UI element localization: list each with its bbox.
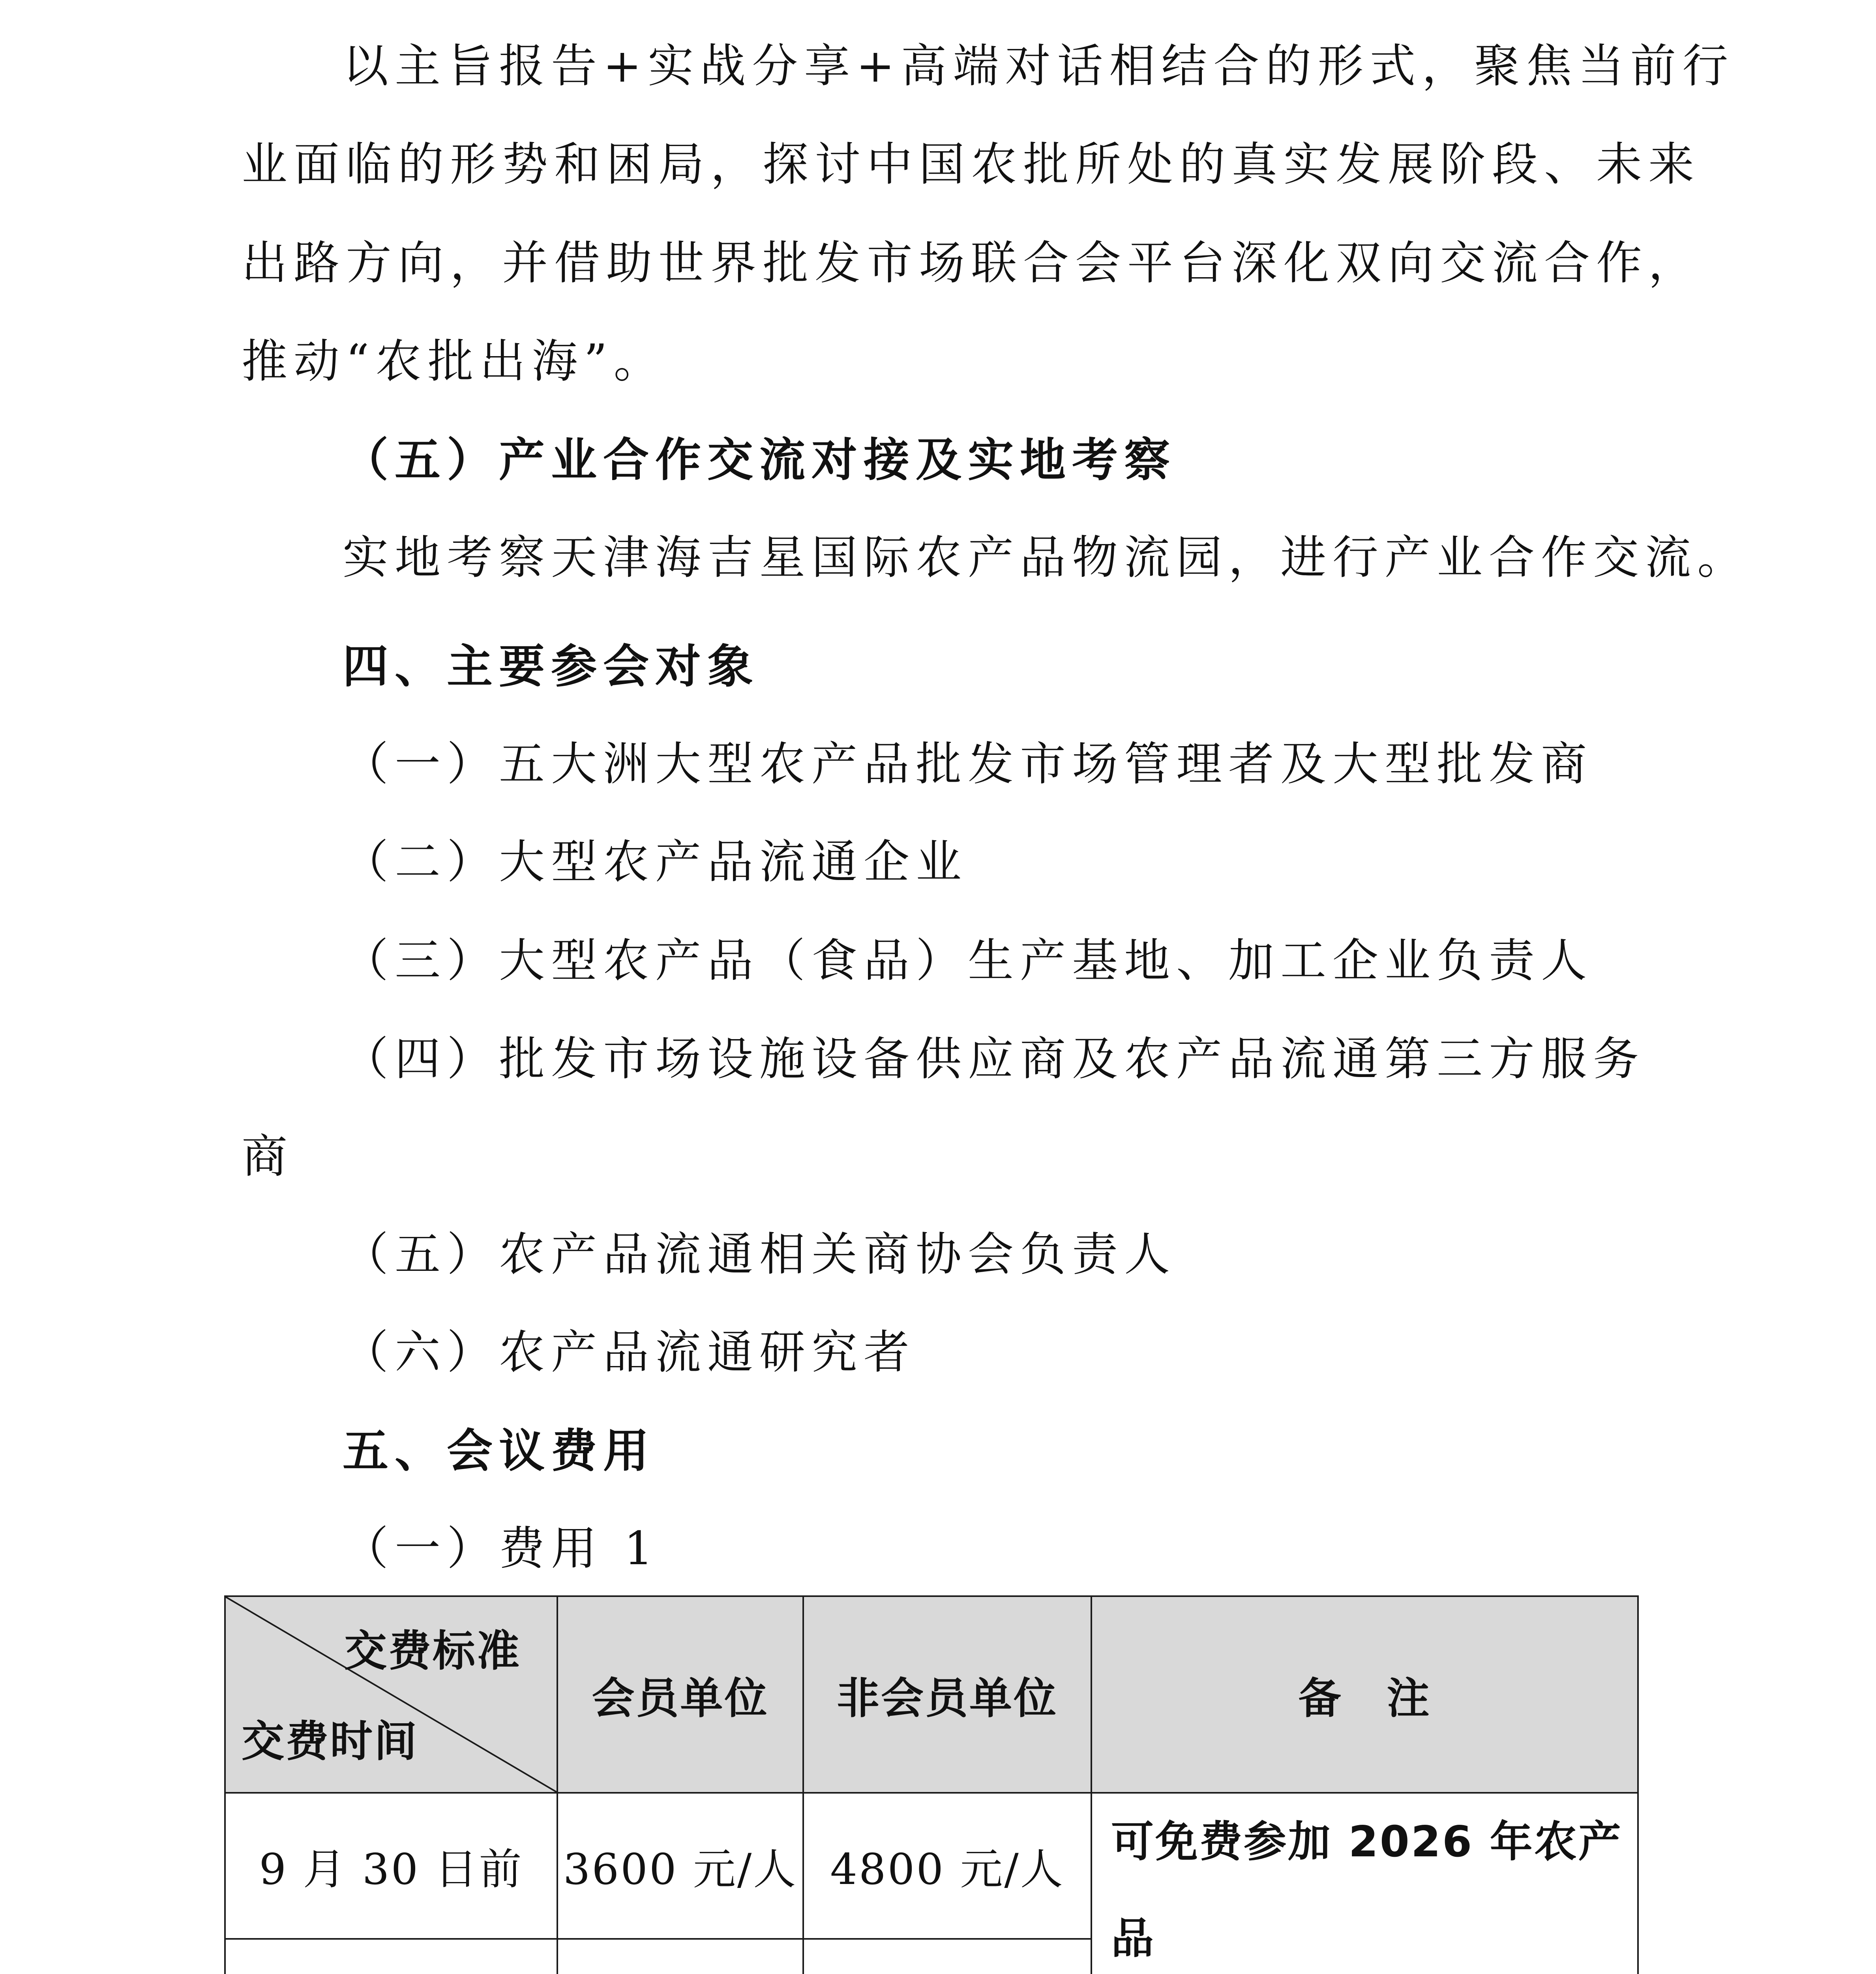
header-member: 会员单位	[557, 1596, 803, 1793]
list-item: （二）大型农产品流通企业	[343, 835, 968, 889]
list-item-continuation: 商	[242, 1130, 294, 1183]
list-item: （五）农产品流通相关商协会负责人	[343, 1228, 1176, 1281]
cell-nonmember-fee	[803, 1939, 1091, 1974]
paragraph-line: 以主旨报告+实战分享+高端对话相结合的形式，聚焦当前行	[343, 39, 1735, 93]
cell-member-fee	[557, 1939, 803, 1974]
cell-note	[1091, 1793, 1638, 1974]
header-nonmember: 非会员单位	[803, 1596, 1091, 1793]
fee-table	[224, 1595, 1639, 1974]
cell-time: 9 月 30 日前	[225, 1793, 557, 1939]
note-line: 可免费参加 2026 年农产品	[1111, 1817, 1623, 1963]
cell-nonmember-fee: 4800 元/人	[803, 1793, 1091, 1939]
table-header-row	[225, 1596, 1638, 1793]
list-item: （四）批发市场设施设备供应商及农产品流通第三方服务	[343, 1032, 1645, 1086]
table-row	[225, 1793, 1638, 1939]
cell-member-fee: 3600 元/人	[557, 1793, 803, 1939]
list-item: （六）农产品流通研究者	[343, 1326, 916, 1379]
header-note: 备 注	[1091, 1596, 1638, 1793]
diagonal-header-cell	[225, 1596, 557, 1793]
section-heading: 四、主要参会对象	[343, 640, 759, 693]
section-heading: 五、会议费用	[343, 1424, 655, 1478]
paragraph-line: 推动“农批出海”。	[242, 335, 666, 388]
paragraph-line: 业面临的形势和困局，探讨中国农批所处的真实发展阶段、未来	[242, 138, 1700, 191]
paragraph-line: 出路方向，并借助世界批发市场联合会平台深化双向交流合作，	[242, 236, 1700, 290]
subsection-heading: （一）费用 1	[343, 1522, 660, 1575]
header-fee-time: 交费时间	[242, 1717, 419, 1766]
subsection-heading: （五）产业合作交流对接及实地考察	[343, 433, 1176, 487]
paragraph-line: 实地考察天津海吉星国际农产品物流园，进行产业合作交流。	[343, 531, 1749, 584]
list-item: （三）大型农产品（食品）生产基地、加工企业负责人	[343, 934, 1593, 987]
list-item: （一）五大洲大型农产品批发市场管理者及大型批发商	[343, 737, 1593, 791]
cell-time	[225, 1939, 557, 1974]
header-fee-standard: 交费标准	[344, 1627, 521, 1676]
